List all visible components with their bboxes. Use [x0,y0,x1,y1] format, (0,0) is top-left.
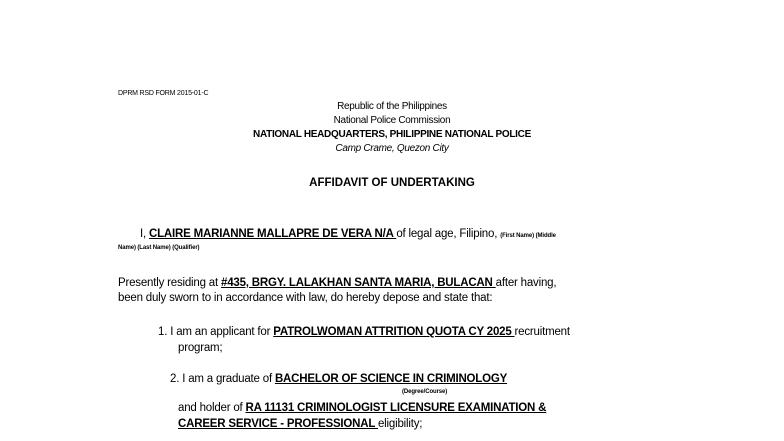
header-location: Camp Crame, Quezon City [335,143,449,154]
eligibility-line-2 [178,418,422,430]
header-commission: National Police Commission [333,115,451,126]
degree-course: BACHELOR OF SCIENCE IN CRIMINOLOGY [274,373,508,385]
item-number: 2. [170,373,180,385]
applied-program: PATROLWOMAN ATTRITION QUOTA CY 2025 [273,326,515,338]
eligibility-suffix: eligibility; [377,418,423,430]
intro-after-name: of legal age, Filipino, [396,228,501,240]
residence-line [118,277,556,289]
intro-line [140,228,556,240]
degree-caption: (Degree/Course) [402,389,448,395]
name-caption-last-qualifier: Name) (Last Name) (Qualifier) [118,245,200,251]
name-caption-first-middle: (First Name) (Middle [500,233,556,239]
list-item [158,326,570,338]
eligibility-value: RA 11131 CRIMINOLOGIST LICENSURE EXAMINATION & [245,402,547,414]
eligibility-value-cont: CAREER SERVICE - PROFESSIONAL [178,418,378,430]
document-title: AFFIDAVIT OF UNDERTAKING [309,177,475,189]
residence-line-2: been duly sworn to in accordance with law, do hereby depose and state that: [118,292,493,304]
item-prefix: I am an applicant for [167,326,274,338]
affiant-name: CLAIRE MARIANNE MALLAPRE DE VERA N/A [149,228,397,240]
residence-prefix: Presently residing at [118,277,221,289]
residence-address: #435, BRGY. LALAKHAN SANTA MARIA, BULACAN [221,277,496,289]
intro-pronoun: I, [140,228,149,240]
header-headquarters: NATIONAL HEADQUARTERS, PHILIPPINE NATIONAL POLICE [253,129,531,140]
residence-suffix: after having, [495,277,557,289]
item-prefix: I am a graduate of [179,373,275,385]
eligibility-prefix: and holder of [178,402,246,414]
item-suffix: recruitment [514,326,570,338]
eligibility-line [178,402,546,414]
form-code: DPRM RSD FORM 2015-01-C [118,90,209,97]
list-item [170,373,507,385]
item-number: 1. [158,326,168,338]
header-republic: Republic of the Philippines [337,101,447,112]
item-continuation: program; [178,342,223,354]
